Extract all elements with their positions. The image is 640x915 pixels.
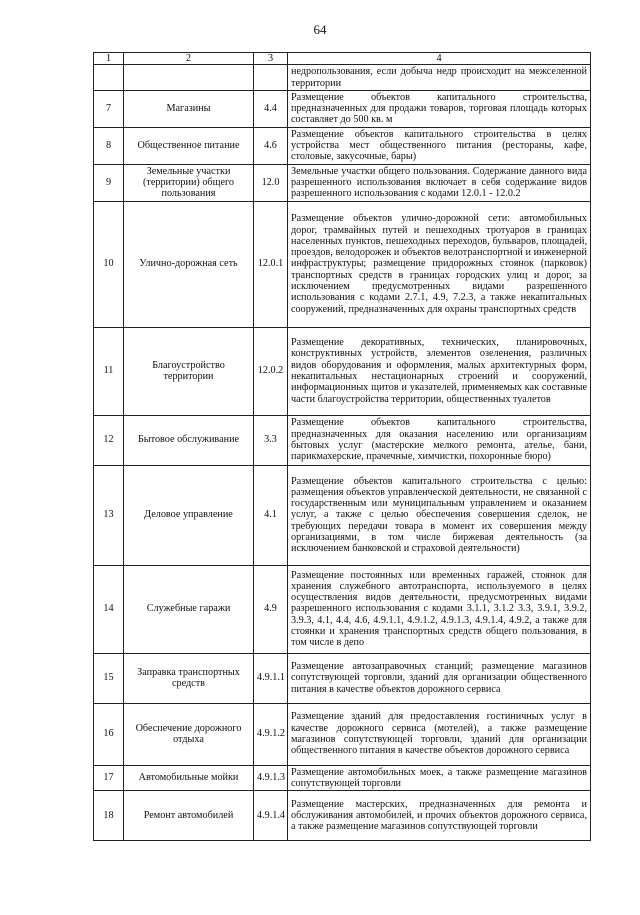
row-description-cell: недропользования, если добыча недр происходит на межселенной территории [288,65,591,91]
row-name-cell: Улично-дорожная сеть [124,201,254,327]
row-code-cell: 4.9.1.3 [254,765,288,791]
table-header-row [94,53,591,65]
row-number-cell: 8 [94,127,124,164]
table-row [94,765,591,791]
row-code-cell: 4.9.1.2 [254,703,288,765]
page-number: 64 [313,22,327,37]
row-description-cell: Земельные участки общего пользования. Содержание данного вида разрешенного использования включает в себя содержание видов разрешенного использования с кодами 12.0.1 - 12.0.2 [288,164,591,201]
row-name-cell: Деловое управление [124,465,254,565]
header-cell: 4 [288,53,591,65]
row-description-cell: Размещение объектов улично-дорожной сети: автомобильных дорог, трамвайных путей и пешеходных тротуаров в границах населенных пунктов, пешеходных переходов, бульваров, площадей, проездов, велодорожек и объектов велотранспортной и инженерной инфраструктуры; размещение придорожных стоянок (парковок) транспортных средств в границах городских улиц и дорог, за исключением предусмотренных видами разрешенного использования с кодами 2.7.1, 4.9, 7.2.3, а также некапитальных сооружений, предназначенных для охраны транспортных средств [288,201,591,327]
table-row [94,565,591,653]
row-description-cell: Размещение объектов капитального строительства, предназначенных для продажи товаров, торговая площадь которых составляет до 500 кв. м [288,90,591,127]
row-description-cell: Размещение постоянных или временных гаражей, стоянок для хранения служебного автотранспорта, используемого в целях осуществления видов деятельности, предусмотренных видами разрешенного использования с кодами 3.1.1, 3.1.2 3.3, 3.9.1, 3.9.2, 3.9.3, 4.1, 4.4, 4.6, 4.9.1.1, 4.9.1.2, 4.9.1.3, 4.9.1.4, 4.9.2, а также для стоянки и хранения транспортных средств общего пользования, в том числе в депо [288,565,591,653]
header-cell: 2 [124,53,254,65]
row-description-cell: Размещение автозаправочных станций; размещение магазинов сопутствующей торговли, зданий для организации общественного питания в качестве объектов дорожного сервиса [288,653,591,703]
row-description-cell: Размещение объектов капитального строительства, предназначенных для оказания населению или организациям бытовых услуг (мастерские мелкого ремонта, ателье, бани, парикмахерские, прачечные, химчистки, похоронные бюро) [288,415,591,465]
row-code-cell: 12.0.1 [254,201,288,327]
row-description-cell: Размещение объектов капитального строительства с целью: размещения объектов управленческой деятельности, не связанной с государственным или муниципальным управлением и оказанием услуг, а также с целью обеспечения совершения сделок, не требующих передачи товара в момент их совершения между организациями, в том числе биржевая деятельность (за исключением банковской и страховой деятельности) [288,465,591,565]
table-row [94,327,591,415]
row-code-cell: 4.1 [254,465,288,565]
table-row [94,127,591,164]
row-name-cell: Общественное питание [124,127,254,164]
row-name-cell: Ремонт автомобилей [124,791,254,841]
row-name-cell: Заправка транспортных средств [124,653,254,703]
table-row [94,90,591,127]
table-row [94,703,591,765]
row-number-cell: 16 [94,703,124,765]
row-description-cell: Размещение автомобильных моек, а также размещение магазинов сопутствующей торговли [288,765,591,791]
land-use-table [93,52,591,841]
row-description-cell: Размещение декоративных, технических, планировочных, конструктивных устройств, элементов озеленения, различных видов оборудования и оформления, малых архитектурных форм, некапитальных нестационарных строений и сооружений, информационных щитов и указателей, применяемых как составные части благоустройства территории, общественных туалетов [288,327,591,415]
table-row [94,201,591,327]
row-number-cell: 12 [94,415,124,465]
header-cell: 3 [254,53,288,65]
table-row [94,65,591,91]
row-number-cell: 7 [94,90,124,127]
row-name-cell: Служебные гаражи [124,565,254,653]
row-code-cell: 4.9 [254,565,288,653]
row-description-cell: Размещение мастерских, предназначенных для ремонта и обслуживания автомобилей, и прочих объектов дорожного сервиса, а также размещение магазинов сопутствующей торговли [288,791,591,841]
table-row [94,465,591,565]
row-description-cell: Размещение зданий для предоставления гостиничных услуг в качестве дорожного сервиса (мотелей), а также размещение магазинов сопутствующей торговли, зданий для организации общественного питания в качестве объектов дорожного сервиса [288,703,591,765]
table-row [94,415,591,465]
row-name-cell: Бытовое обслуживание [124,415,254,465]
table-row [94,791,591,841]
row-name-cell: Автомобильные мойки [124,765,254,791]
row-number-cell: 13 [94,465,124,565]
row-code-cell [254,65,288,91]
row-description-cell: Размещение объектов капитального строительства в целях устройства мест общественного питания (рестораны, кафе, столовые, закусочные, бары) [288,127,591,164]
row-code-cell: 4.6 [254,127,288,164]
row-name-cell [124,65,254,91]
row-number-cell: 11 [94,327,124,415]
row-code-cell: 3.3 [254,415,288,465]
row-code-cell: 4.9.1.1 [254,653,288,703]
row-number-cell: 10 [94,201,124,327]
row-name-cell: Земельные участки (территории) общего пользования [124,164,254,201]
header-cell: 1 [94,53,124,65]
row-code-cell: 12.0.2 [254,327,288,415]
row-name-cell: Обеспечение дорожного отдыха [124,703,254,765]
row-number-cell: 18 [94,791,124,841]
table-row [94,164,591,201]
table-row [94,653,591,703]
row-number-cell: 9 [94,164,124,201]
row-number-cell [94,65,124,91]
row-number-cell: 17 [94,765,124,791]
row-name-cell: Благоустройство территории [124,327,254,415]
row-number-cell: 14 [94,565,124,653]
row-name-cell: Магазины [124,90,254,127]
row-code-cell: 4.4 [254,90,288,127]
row-code-cell: 12.0 [254,164,288,201]
row-code-cell: 4.9.1.4 [254,791,288,841]
row-number-cell: 15 [94,653,124,703]
